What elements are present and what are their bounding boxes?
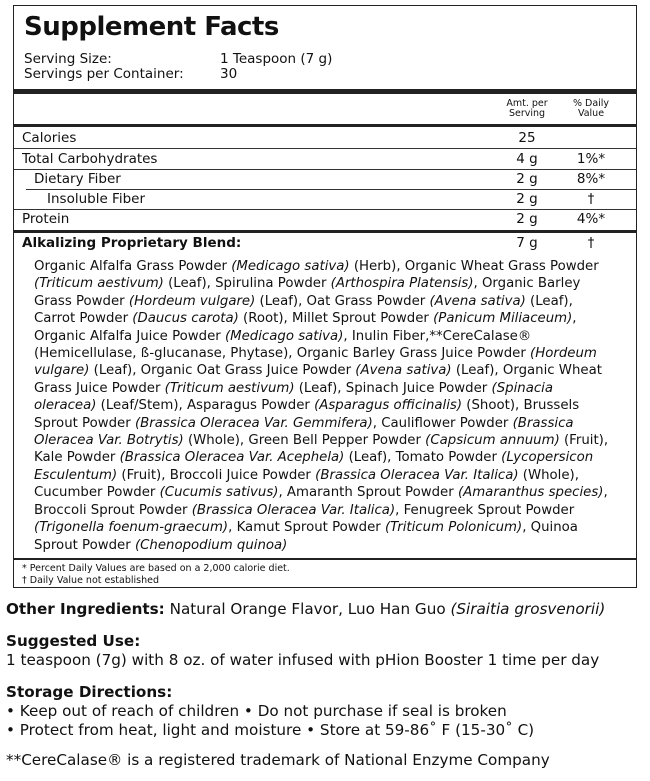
nutrient-dv: 8%* (576, 171, 606, 187)
amt-header-line-2: Serving (508, 108, 546, 119)
blend-species-name: (Avena sativa) (355, 363, 452, 379)
nutrient-row-dietary-fiber (14, 169, 636, 189)
blend-ingredient-text: (Leaf), Spirulina Powder (163, 276, 331, 292)
blend-species-name: (Brassica Oleracea Var. Acephela) (119, 450, 345, 466)
other-ingredients-text: Natural Orange Flavor, Luo Han Guo (169, 600, 446, 618)
blend-species-name: (Medicago sativa) (224, 328, 344, 344)
nutrient-row-protein (14, 209, 636, 229)
panel-title: Supplement Facts (24, 12, 279, 42)
blend-species-name: (Avena sativa) (429, 293, 526, 309)
blend-species-name: (Spinacia oleracea) (34, 380, 554, 414)
daily-value-header (566, 99, 616, 119)
nutrient-dv: 4%* (576, 211, 606, 227)
blend-species-name: (Medicago sativa) (231, 259, 350, 274)
nutrient-name: Dietary Fiber (34, 171, 121, 187)
serving-size-label: Serving Size: (24, 51, 112, 67)
blend-species-name: (Daucus carota) (132, 311, 239, 327)
blend-ingredient-text: (Whole), Cucumber Powder (34, 467, 579, 501)
blend-species-name: (Chenopodium quinoa) (134, 537, 288, 553)
nutrient-row-proprietary-blend (14, 233, 636, 253)
servings-per-container-row (24, 66, 238, 82)
blend-species-name: (Arthospira Platensis) (330, 276, 474, 292)
blend-species-name: (Asparagus officinalis) (314, 398, 463, 414)
storage-line-1: • Keep out of reach of children • Do not purchase if seal is broken (6, 702, 507, 720)
blend-species-name: (Amaranthus species) (457, 485, 604, 501)
blend-ingredient-text: (Shoot), Brussels Sprout Powder (34, 398, 580, 431)
dv-header-line-2: Value (577, 108, 605, 119)
trademark-notice: **CereCalase® is a registered trademark of National Enzyme Company (6, 751, 550, 769)
supplement-facts-panel (13, 5, 637, 588)
blend-ingredient-text: (Leaf), Oat Grass Powder (255, 293, 430, 309)
nutrient-amount: 4 g (516, 151, 538, 167)
blend-ingredient-text: (Herb), Organic Wheat Grass Powder (349, 259, 599, 274)
suggested-use-text: 1 teaspoon (7g) with 8 oz. of water infused with pHion Booster 1 time per day (6, 651, 600, 669)
nutrient-amount: 7 g (516, 235, 538, 251)
blend-ingredient-text: Organic Alfalfa Grass Powder (34, 259, 232, 274)
suggested-use-label: Suggested Use: (6, 632, 141, 650)
nutrient-name: Alkalizing Proprietary Blend: (22, 235, 242, 251)
blend-ingredient-text: (Fruit), Broccoli Juice Powder (117, 467, 316, 483)
blend-species-name: (Triticum Polonicum) (384, 520, 523, 536)
serving-size-row (24, 51, 333, 67)
nutrient-amount: 2 g (516, 211, 538, 227)
blend-ingredient-text: , Organic Alfalfa Juice Powder (34, 311, 577, 344)
blend-ingredient-text: , Cauliflower Powder (372, 415, 513, 431)
nutrient-amount: 25 (518, 130, 536, 146)
other-ingredients (6, 600, 646, 618)
thick-divider-header (14, 124, 636, 127)
blend-ingredient-text: (Root), Millet Sprout Powder (238, 311, 434, 327)
nutrient-amount: 2 g (516, 191, 538, 207)
blend-species-name: (Triticum aestivum) (164, 380, 295, 396)
blend-species-name: (Brassica Oleracea Var. Gemmifera) (134, 415, 373, 431)
blend-ingredient-text: , Amaranth Sprout Powder (278, 485, 458, 501)
footnote-daily-values: * Percent Daily Values are based on a 2,000 calorie diet. (22, 563, 290, 574)
blend-ingredient-text: (Fruit), Kale Powder (34, 433, 609, 466)
blend-ingredient-text: (Leaf), Tomato Powder (344, 450, 502, 466)
nutrient-dv: † (587, 235, 595, 251)
nutrient-row-calories (14, 128, 636, 148)
blend-ingredient-text: (Leaf), Organic Oat Grass Juice Powder (89, 363, 356, 379)
blend-species-name: (Panicum Miliaceum) (433, 311, 573, 327)
amt-header-line-1: Amt. per (506, 98, 548, 109)
storage-line-2: • Protect from heat, light and moisture • Store at 59-86˚ F (15-30˚ C) (6, 721, 535, 739)
blend-ingredient-text: (Leaf), Spinach Juice Powder (294, 380, 492, 396)
blend-species-name: (Hordeum vulgare) (128, 293, 256, 309)
blend-ingredient-text: , Quinoa Sprout Powder (34, 520, 578, 553)
nutrient-row-total-carbohydrates (14, 149, 636, 169)
blend-species-name: (Lycopersicon Esculentum) (34, 450, 594, 483)
nutrient-name: Protein (22, 211, 70, 227)
dv-header-line-1: % Daily (572, 98, 610, 109)
other-ingredients-label: Other Ingredients: (6, 600, 165, 618)
amount-per-serving-header (502, 99, 552, 119)
footnote-not-established: † Daily Value not established (22, 575, 160, 586)
nutrient-dv: 1%* (576, 151, 606, 167)
nutrient-row-insoluble-fiber (14, 189, 636, 209)
blend-species-name: (Brassica Oleracea Var. Italica) (315, 467, 519, 483)
other-ingredients-italic: (Siraitia grosvenorii) (450, 600, 606, 618)
blend-ingredient-text: (Whole), Green Bell Pepper Powder (183, 433, 426, 449)
nutrient-dv: † (587, 191, 595, 207)
servings-value: 30 (220, 66, 238, 82)
blend-species-name: (Hordeum vulgare) (34, 346, 597, 379)
serving-size-value: 1 Teaspoon (7 g) (220, 51, 333, 67)
nutrient-amount: 2 g (516, 171, 538, 187)
blend-ingredient-text: (Leaf/Stem), Asparagus Powder (96, 398, 315, 414)
blend-ingredient-text: , Broccoli Sprout Powder (34, 485, 608, 518)
blend-species-name: (Capsicum annuum) (425, 433, 560, 449)
thick-divider-footer (14, 558, 636, 560)
blend-species-name: (Trigonella foenum-graecum) (34, 520, 229, 536)
nutrient-name: Calories (22, 130, 77, 146)
blend-ingredient-text: , Fenugreek Sprout Powder (395, 502, 575, 518)
blend-ingredient-text: , Organic Barley Grass Powder (34, 276, 581, 309)
blend-species-name: (Cucumis sativus) (159, 485, 279, 501)
thick-divider-top (14, 89, 636, 94)
servings-label: Servings per Container: (24, 66, 184, 82)
blend-ingredient-text: (Leaf), Organic Wheat Grass Juice Powder (34, 363, 602, 396)
blend-species-name: (Triticum aestivum) (34, 276, 164, 292)
storage-directions-label: Storage Directions: (6, 683, 173, 701)
blend-species-name: (Brassica Oleracea Var. Botrytis) (34, 415, 574, 449)
nutrient-name: Insoluble Fiber (47, 191, 146, 207)
blend-ingredient-text: (Leaf), Carrot Powder (34, 293, 573, 327)
blend-species-name: (Brassica Oleracea Var. Italica) (191, 502, 396, 518)
blend-ingredient-text: , Kamut Sprout Powder (228, 520, 385, 536)
proprietary-blend-ingredients (34, 258, 612, 554)
blend-ingredient-text: , Inulin Fiber,**CereCalase® (Hemicellulase, ß-glucanase, Phytase), Organic Barley Grass Juice Powder (34, 328, 532, 362)
nutrient-name: Total Carbohydrates (22, 151, 158, 167)
